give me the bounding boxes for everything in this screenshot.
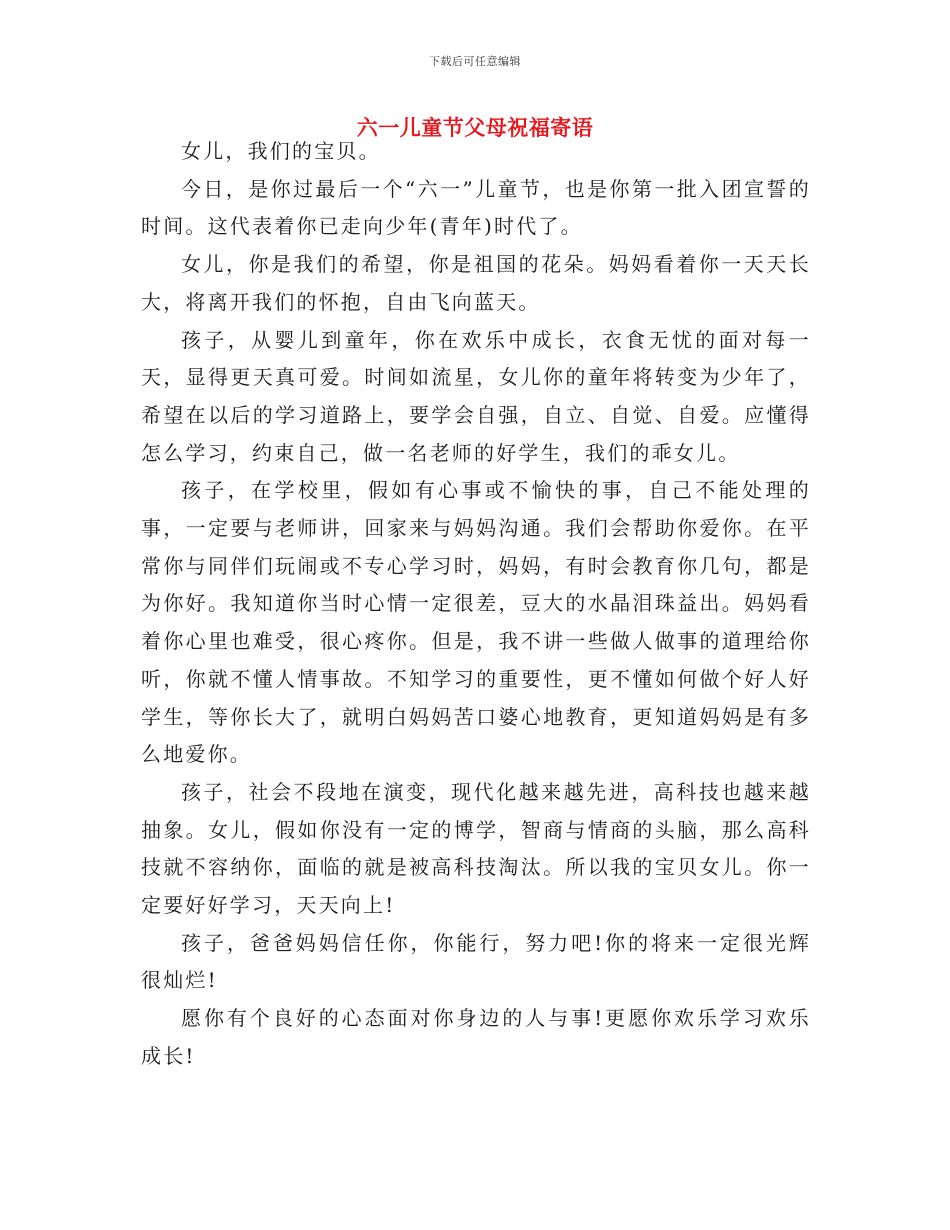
header-note: 下载后可任意编辑 [429,55,521,68]
paragraph: 女儿，我们的宝贝。 [181,139,381,163]
paragraph: 孩子，在学校里，假如有心事或不愉快的事，自己不能处理的事，一定要与老师讲，回家来与妈妈沟通。我们会帮助你爱你。在平常你与同伴们玩闹或不专心学习时，妈妈，有时会教育你几句，都是为你好。我知道你当时心情一定很差，豆大的水晶泪珠益出。妈妈看着你心里也难受，很心疼你。但是，我不讲一些做人做事的道理给你听，你就不懂人情事故。不知学习的重要性，更不懂如何做个好人好学生，等你长大了，就明白妈妈苦口婆心地教育，更知道妈妈是有多么地爱你。 [141,478,811,767]
paragraph: 孩子，爸爸妈妈信任你，你能行，努力吧!你的将来一定很光辉很灿烂! [141,930,811,993]
paragraph: 今日，是你过最后一个“六一”儿童节，也是你第一批入团宣誓的时间。这代表着你已走向少年(青年)时代了。 [141,176,811,239]
document-title: 六一儿童节父母祝福寄语 [356,116,594,140]
paragraph: 孩子，从婴儿到童年，你在欢乐中成长，衣食无忧的面对每一天，显得更天真可爱。时间如流星，女儿你的童年将转变为少年了，希望在以后的学习道路上，要学会自强，自立、自觉、自爱。应懂得怎么学习，约束自己，做一名老师的好学生，我们的乖女儿。 [141,327,811,465]
document-body [141,133,811,1076]
paragraph: 女儿，你是我们的希望，你是祖国的花朵。妈妈看着你一天天长大，将离开我们的怀抱，自由飞向蓝天。 [141,252,811,314]
paragraph: 愿你有个良好的心态面对你身边的人与事!更愿你欢乐学习欢乐成长! [141,1006,811,1068]
paragraph: 孩子，社会不段地在演变，现代化越来越先进，高科技也越来越抽象。女儿，假如你没有一定的博学，智商与情商的头脑，那么高科技就不容纳你，面临的就是被高科技淘汰。所以我的宝贝女儿。你一定要好好学习，天天向上! [141,779,811,918]
